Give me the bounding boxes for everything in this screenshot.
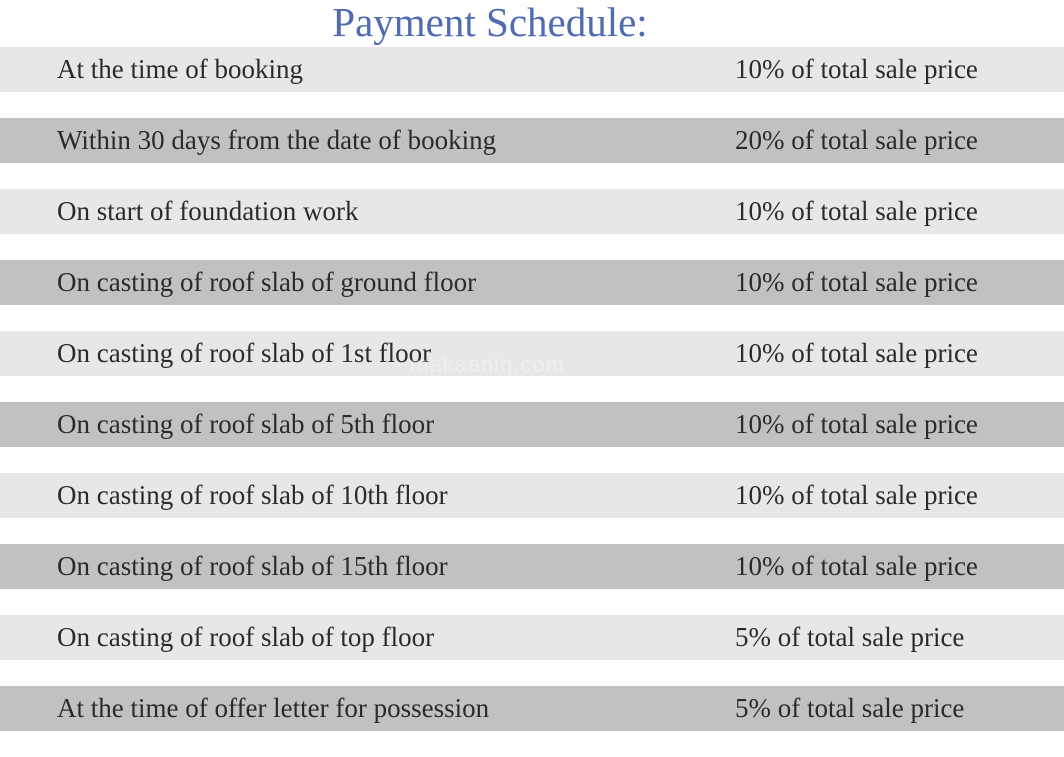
row-amount: 5% of total sale price bbox=[735, 693, 965, 723]
row-amount: 10% of total sale price bbox=[735, 338, 978, 368]
row-stage: On casting of roof slab of 10th floor bbox=[57, 480, 448, 510]
schedule-row bbox=[0, 686, 1064, 731]
row-amount: 10% of total sale price bbox=[735, 480, 978, 510]
schedule-row bbox=[0, 615, 1064, 660]
schedule-row bbox=[0, 118, 1064, 163]
row-amount: 10% of total sale price bbox=[735, 54, 978, 84]
row-amount: 10% of total sale price bbox=[735, 196, 978, 226]
row-stage: On casting of roof slab of top floor bbox=[57, 622, 435, 652]
row-stage: On casting of roof slab of 15th floor bbox=[57, 551, 448, 581]
watermark: makaaniq.com bbox=[410, 352, 566, 377]
schedule-row bbox=[0, 544, 1064, 589]
row-amount: 5% of total sale price bbox=[735, 622, 965, 652]
schedule-row bbox=[0, 47, 1064, 92]
row-stage: On casting of roof slab of 5th floor bbox=[57, 409, 435, 439]
schedule-row bbox=[0, 189, 1064, 234]
row-stage: On casting of roof slab of 1st floor bbox=[57, 338, 432, 368]
row-stage: At the time of offer letter for possession bbox=[57, 693, 490, 723]
row-amount: 10% of total sale price bbox=[735, 551, 978, 581]
row-amount: 10% of total sale price bbox=[735, 409, 978, 439]
schedule-row bbox=[0, 260, 1064, 305]
row-amount: 10% of total sale price bbox=[735, 267, 978, 297]
row-stage: On casting of roof slab of ground floor bbox=[57, 267, 477, 297]
schedule-row bbox=[0, 473, 1064, 518]
payment-schedule-table bbox=[0, 47, 1064, 757]
row-stage: Within 30 days from the date of booking bbox=[57, 125, 497, 155]
schedule-row bbox=[0, 402, 1064, 447]
row-stage: On start of foundation work bbox=[57, 196, 359, 226]
page-title: Payment Schedule: bbox=[332, 0, 648, 45]
row-stage: At the time of booking bbox=[57, 54, 303, 84]
row-amount: 20% of total sale price bbox=[735, 125, 978, 155]
